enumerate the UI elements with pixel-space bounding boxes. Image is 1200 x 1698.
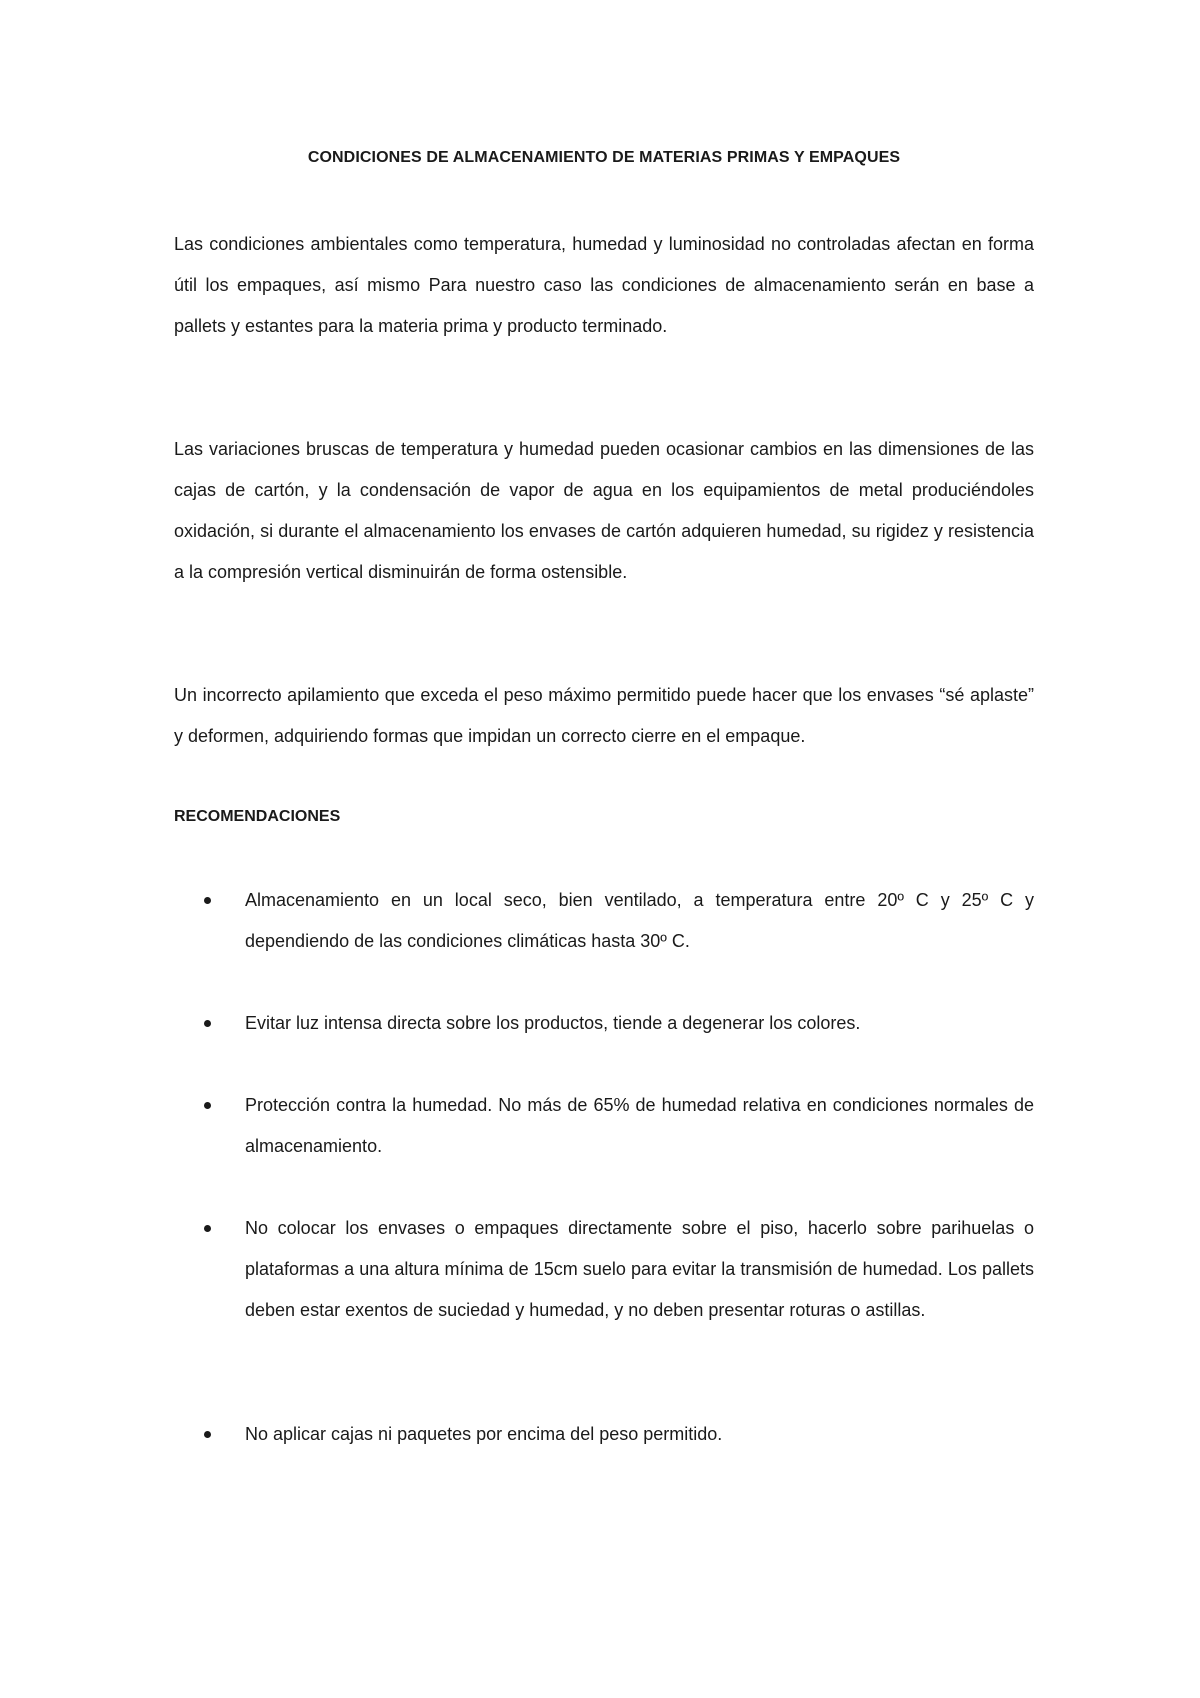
list-item	[204, 1414, 1034, 1455]
list-item-text: No aplicar cajas ni paquetes por encima del peso permitido.	[245, 1424, 723, 1444]
list-item	[204, 880, 1034, 962]
bullet-icon	[204, 1020, 211, 1027]
recommendations-heading: RECOMENDACIONES	[174, 808, 341, 825]
list-item	[204, 1003, 1034, 1044]
list-item	[204, 1208, 1034, 1331]
list-item-text: No colocar los envases o empaques directamente sobre el piso, hacerlo sobre parihuelas o plataformas a una altura mínima de 15cm suelo para evitar la transmisión de humedad. Los pallets deben estar exentos de suciedad y humedad, y no deben presentar roturas o astillas.	[245, 1218, 1034, 1320]
bullet-icon	[204, 1225, 211, 1232]
list-item	[204, 1085, 1034, 1167]
paragraph-temperature-variations: Las variaciones bruscas de temperatura y humedad pueden ocasionar cambios en las dimensiones de las cajas de cartón, y la condensación de vapor de agua en los equipamientos de metal produciéndoles oxidación, si durante el almacenamiento los envases de cartón adquieren humedad, su rigidez y resistencia a la compresión vertical disminuirán de forma ostensible.	[174, 439, 1034, 582]
bullet-icon	[204, 897, 211, 904]
bullet-icon	[204, 1431, 211, 1438]
document-title: CONDICIONES DE ALMACENAMIENTO DE MATERIAS PRIMAS Y EMPAQUES	[307, 149, 901, 166]
paragraph-environmental-conditions: Las condiciones ambientales como temperatura, humedad y luminosidad no controladas afectan en forma útil los empaques, así mismo Para nuestro caso las condiciones de almacenamiento serán en base a pallets y estantes para la materia prima y producto terminado.	[174, 234, 1034, 336]
paragraph-stacking: Un incorrecto apilamiento que exceda el peso máximo permitido puede hacer que los envases “sé aplaste” y deformen, adquiriendo formas que impidan un correcto cierre en el empaque.	[174, 685, 1034, 746]
bullet-icon	[204, 1102, 211, 1109]
list-item-text: Almacenamiento en un local seco, bien ventilado, a temperatura entre 20º C y 25º C y dependiendo de las condiciones climáticas hasta 30º C.	[245, 890, 1034, 951]
list-item-text: Protección contra la humedad. No más de 65% de humedad relativa en condiciones normales de almacenamiento.	[245, 1095, 1034, 1156]
list-item-text: Evitar luz intensa directa sobre los productos, tiende a degenerar los colores.	[245, 1013, 861, 1033]
